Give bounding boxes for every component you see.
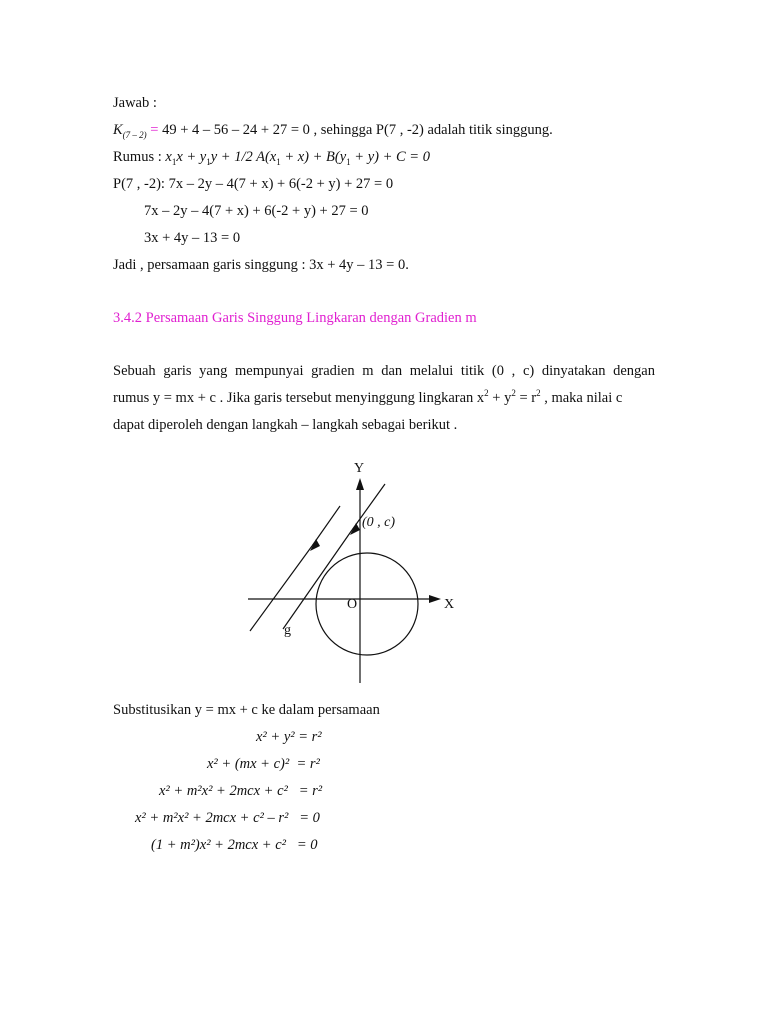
paragraph-line-2: rumus y = mx + c . Jika garis tersebut menyinggung lingkaran $x^2 + y^2 = r^2$ , maka nilai c (113, 388, 623, 406)
y-axis-arrow-icon (356, 478, 364, 490)
origin-label: O (347, 597, 358, 612)
equation-3: x² + m²x² + 2mcx + c² = r² (159, 783, 323, 799)
paragraph-line-3: dapat diperoleh dengan langkah – langkah sebagai berikut . (113, 417, 458, 433)
rumus-line: Rumus : $x_1x + y_1y + 1/2$ $A(x_1 + x) + B(y_1 + y) + C = 0$ (113, 149, 430, 167)
equation-2: x² + (mx + c)² = r² (207, 756, 320, 772)
point-equation-3: 3x + 4y – 13 = 0 (144, 230, 241, 246)
answer-label: Jawab : (113, 95, 157, 111)
conclusion-line: Jadi , persamaan garis singgung : 3x + 4y – 13 = 0. (113, 257, 409, 273)
parallel-line (250, 546, 312, 631)
point-label: (0 , c) (362, 515, 396, 530)
x-axis-label: X (444, 597, 455, 612)
point-equation-1: P(7 , -2): 7x – 2y – 4(7 + x) + 6(-2 + y) + 27 = 0 (113, 176, 394, 192)
k-line: $K_{(7 - 2)} = 49 + 4 - 56 - 24 + 27 = 0$ , sehingga P(7 , -2) adalah titik singgung. (113, 122, 553, 140)
y-axis-label: Y (354, 461, 365, 476)
line-label: g (284, 623, 291, 638)
paragraph-line-1: Sebuah garis yang mempunyai gradien m dan melalui titik (0 , c) dinyatakan dengan (113, 363, 655, 379)
equation-4: x² + m²x² + 2mcx + c² – r² = 0 (135, 810, 320, 826)
section-heading: 3.4.2 Persamaan Garis Singgung Lingkaran dengan Gradien m (113, 310, 477, 326)
substitution-line: Substitusikan y = mx + c ke dalam persamaan (113, 702, 380, 718)
equation-1: x² + y² = r² (256, 729, 322, 745)
point-equation-2: 7x – 2y – 4(7 + x) + 6(-2 + y) + 27 = 0 (144, 203, 369, 219)
circle (316, 553, 418, 655)
equation-5: (1 + m²)x² + 2mcx + c² = 0 (151, 837, 318, 853)
x-axis-arrow-icon (429, 595, 441, 603)
